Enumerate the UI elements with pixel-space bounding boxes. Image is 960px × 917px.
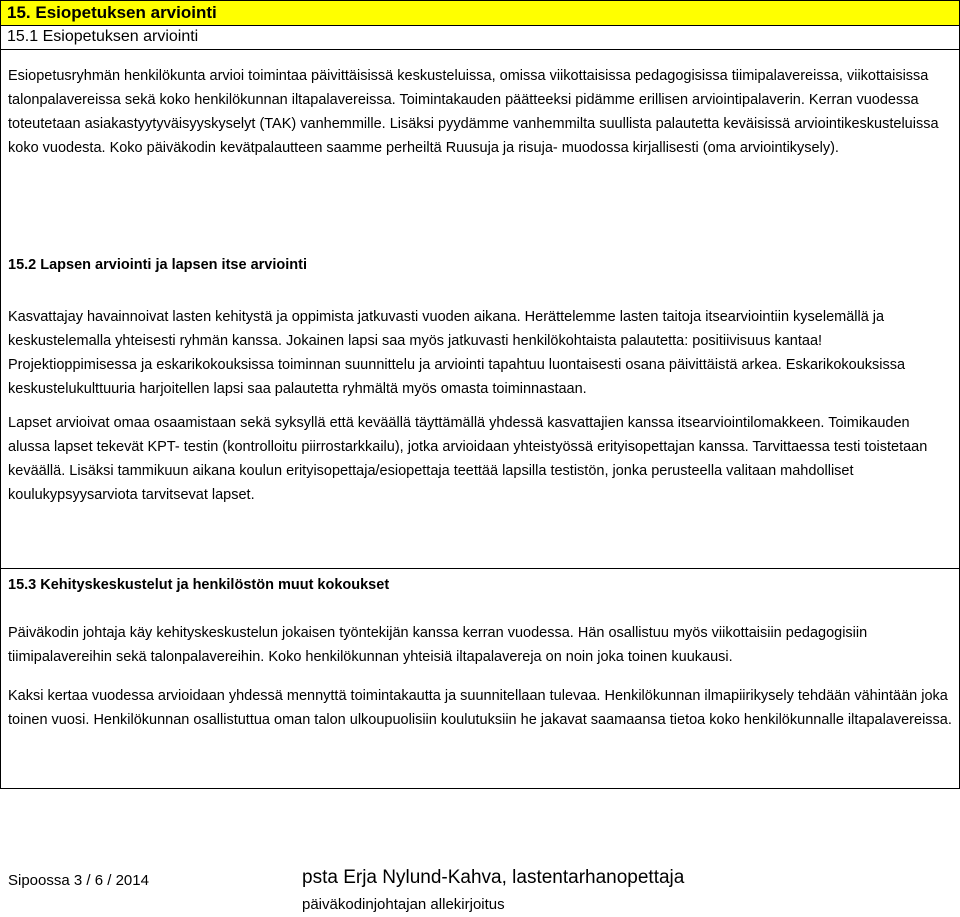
subsection-15-2-paragraph-2: Lapset arvioivat omaa osaamistaan sekä syksyllä että keväällä täyttämällä yhdessä kasvattajien kanssa itsearviointilomakkeen. Toimikauden alussa lapset tekevät KPT- testin (kontrolloitu piirrostarkkailu), jotka arvioidaan yhteistyössä erityisopettajan kanssa. Tarvittaessa testi toistetaan keväällä. Lisäksi tammikuun aikana koulun erityisopettaja/esiopettaja teettää lapsilla testistön, jonka perusteella valitaan mahdolliset koulukypsyysarviota tarvitsevat lapset.	[8, 415, 928, 503]
signer-name: psta Erja Nylund-Kahva, lastentarhanopettaja	[302, 867, 685, 888]
subsection-15-3-paragraph-1: Päiväkodin johtaja käy kehityskeskustelun jokaisen työntekijän kanssa kerran vuodessa. Hän osallistuu myös viikottaisiin pedagogisiin tiimipalavereihin sekä talonpalavereihin. Koko henkilökunnan yhteisiä iltapalavereja on noin joka toinen kuukausi.	[8, 625, 868, 665]
place-and-date: Sipoossa 3 / 6 / 2014	[8, 872, 149, 889]
subsection-15-3-heading: 15.3 Kehityskeskustelut ja henkilöstön muut kokoukset	[8, 577, 390, 593]
subsection-15-1-heading: 15.1 Esiopetuksen arviointi	[7, 28, 199, 45]
subsection-15-2-paragraph-1: Kasvattajay havainnoivat lasten kehitystä ja oppimista jatkuvasti vuoden aikana. Herättelemme lasten taitoja itsearviointiin kyselemällä ja keskustelemalla yhteisesti ryhmän kanssa. Jokainen lapsi saa myös jatkuvasti henkilökohtaista palautetta: positiivisuus kantaa! Projektioppimisessa ja eskarikokouksissa toiminnan suunnittelu ja arviointi tapahtuu luontaisesti osana päivittäistä arkea. Eskarikokouksissa keskustelukulttuuria harjoitellen lapsi saa palautetta ryhmältä myös omasta toiminnastaan.	[8, 309, 906, 397]
subsection-15-2-heading: 15.2 Lapsen arviointi ja lapsen itse arviointi	[8, 257, 307, 273]
subsection-15-3-paragraph-2: Kaksi kertaa vuodessa arvioidaan yhdessä mennyttä toimintakautta ja suunnitellaan tulevaa. Henkilökunnan ilmapiirikysely tehdään vähintään joka toinen vuosi. Henkilökunnan osallistuttua oman talon ulkoupuolisiin koulutuksiin he jakavat saamaansa tietoa koko henkilökunnalle iltapalavereissa.	[8, 688, 952, 728]
signature-caption: päiväkodinjohtajan allekirjoitus	[302, 896, 505, 913]
subsection-title-row	[1, 26, 959, 50]
subsection-15-1-paragraph: Esiopetusryhmän henkilökunta arvioi toimintaa päivittäisissä keskusteluissa, omissa viikottaisissa pedagogisissa tiimipalavereissa, viikottaisissa talonpalavereissa sekä koko henkilökunnan iltapalavereissa. Toimintakauden päätteeksi pidämme erillisen arviointipalaverin. Kerran vuodessa toteutetaan asiakastyytyväisyyskyselyt (TAK) vanhemmille. Lisäksi pyydämme vanhemmilta suullista palautetta keväisissä arviointikeskusteluissa koko vuodesta. Koko päiväkodin kevätpalautteen saamme perheiltä Ruusuja ja risuja- muodossa kirjallisesti (oma arviointikysely).	[8, 68, 939, 156]
section-title-bar	[1, 1, 959, 26]
section-divider	[1, 568, 959, 569]
section-title: 15. Esiopetuksen arviointi	[7, 3, 217, 22]
